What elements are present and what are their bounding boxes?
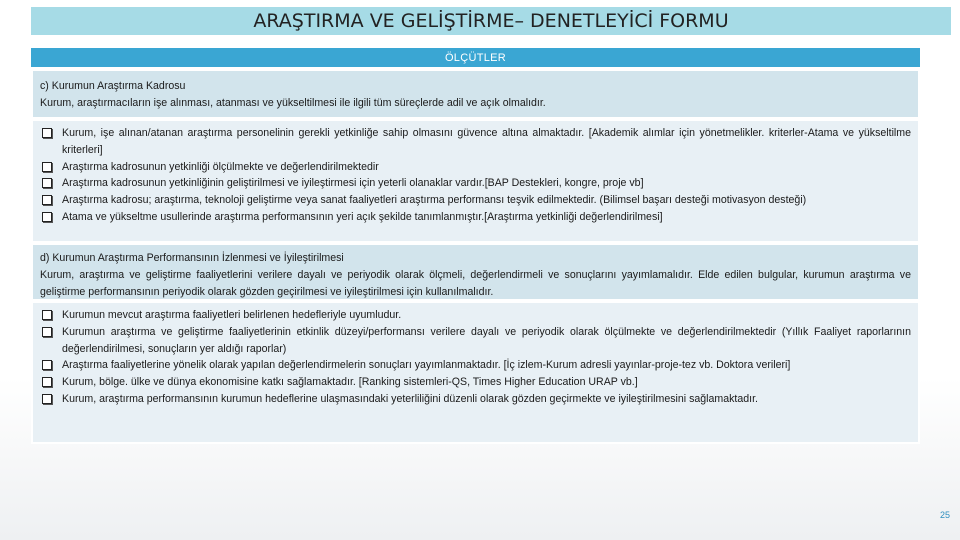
checklist-text: Kurum, bölge. ülke ve dünya ekonomisine katkı sağlamaktadır. [Ranking sistemleri-QS, Times Higher Education URAP vb.] [62, 376, 638, 389]
section-d-heading: d) Kurumun Araştırma Performansının İzlenmesi ve İyileştirilmesi [40, 252, 344, 264]
checkbox-icon[interactable] [42, 195, 52, 205]
checklist-text: Araştırma faaliyetlerine yönelik olarak yapılan değerlendirmelerin sonuçları yayımlanmaktadır. [İç izlem-Kurum adresli yayınlar-proje-tez vb. Doktora verileri] [62, 359, 791, 372]
checkbox-icon[interactable] [42, 327, 52, 337]
checklist-text: Kurumun araştırma ve geliştirme faaliyetlerinin etkinlik düzeyi/performansı verilere dayalı ve periyodik olarak ölçülmekte ve değerlendirilmektedir (Yıllık Faaliyet raporlarının değerlendirilmesi, sonuçların yer aldığı raporlar) [62, 325, 911, 355]
section-c [31, 69, 920, 119]
checklist-item [40, 159, 911, 176]
checklist-item [40, 209, 911, 226]
checklist-item [40, 391, 911, 408]
checkbox-icon[interactable] [42, 212, 52, 222]
section-d-description: Kurum, araştırma ve geliştirme faaliyetlerini verilere dayalı ve periyodik olarak ölçmeli, değerlendirmeli ve sonuçlarını yayımlamalıdır. Elde edilen bulgular, kurumun araştırma ve geliştirme performansının periyodik olarak gözden geçirilmesi ve iyileştirilmesi için kullanılmalıdır. [40, 269, 911, 298]
section-d [31, 243, 920, 301]
checkbox-icon[interactable] [42, 162, 52, 172]
checkbox-icon[interactable] [42, 310, 52, 320]
checklist-item [40, 125, 911, 159]
checkbox-icon[interactable] [42, 128, 52, 138]
section-c-heading: c) Kurumun Araştırma Kadrosu [40, 80, 186, 92]
page-title: ARAŞTIRMA VE GELİŞTİRME– DENETLEYİCİ FORMU [253, 10, 729, 32]
checklist-text: Kurum, araştırma performansının kurumun hedeflerine ulaşmasındaki yeterliliğini düzenli olarak gözden geçirmekte ve iyileştirilmesini sağlamaktadır. [62, 392, 758, 405]
checklist-item [40, 357, 911, 374]
checklist-item [40, 324, 911, 358]
checklist-text: Araştırma kadrosunun yetkinliği ölçülmekte ve değerlendirilmektedir [62, 160, 379, 173]
section-d-checklist [31, 301, 920, 444]
section-c-checklist [31, 119, 920, 243]
page-number: 25 [939, 510, 950, 520]
checklist-text: Kurum, işe alınan/atanan araştırma personelinin gerekli yetkinliğe sahip olmasını güvence altına almaktadır. [Akademik alımlar için yönetmelikler. kriterler-Atama ve yükseltilme kriterleri] [62, 127, 911, 156]
checklist-text: Atama ve yükseltme usullerinde araştırma performansının yeri açık şekilde tanımlanmıştır.[Araştırma yetkinliği değerlendirilmesi] [62, 210, 663, 223]
checklist-text: Araştırma kadrosu; araştırma, teknoloji geliştirme veya sanat faaliyetleri araştırma performansı teşvik edilmektedir. (Bilimsel başarı desteği motivasyon desteği) [62, 194, 807, 207]
criteria-header [31, 48, 920, 67]
title-bar [31, 7, 951, 35]
checklist-item [40, 175, 911, 192]
checklist-text: Araştırma kadrosunun yetkinliğinin geliştirilmesi ve iyileştirmesi için yeterli olanaklar vardır.[BAP Destekleri, kongre, proje vb] [62, 177, 644, 190]
checkbox-icon[interactable] [42, 377, 52, 387]
criteria-label: ÖLÇÜTLER [444, 51, 507, 64]
checklist-text: Kurumun mevcut araştırma faaliyetleri belirlenen hedefleriyle uyumludur. [62, 309, 402, 321]
checklist-item [40, 307, 911, 324]
checkbox-icon[interactable] [42, 178, 52, 188]
section-c-description: Kurum, araştırmacıların işe alınması, atanması ve yükseltilmesi ile ilgili tüm süreçlerde adil ve açık olmalıdır. [40, 97, 546, 109]
checkbox-icon[interactable] [42, 360, 52, 370]
checkbox-icon[interactable] [42, 394, 52, 404]
checklist-item [40, 192, 911, 209]
checklist-item [40, 374, 911, 391]
